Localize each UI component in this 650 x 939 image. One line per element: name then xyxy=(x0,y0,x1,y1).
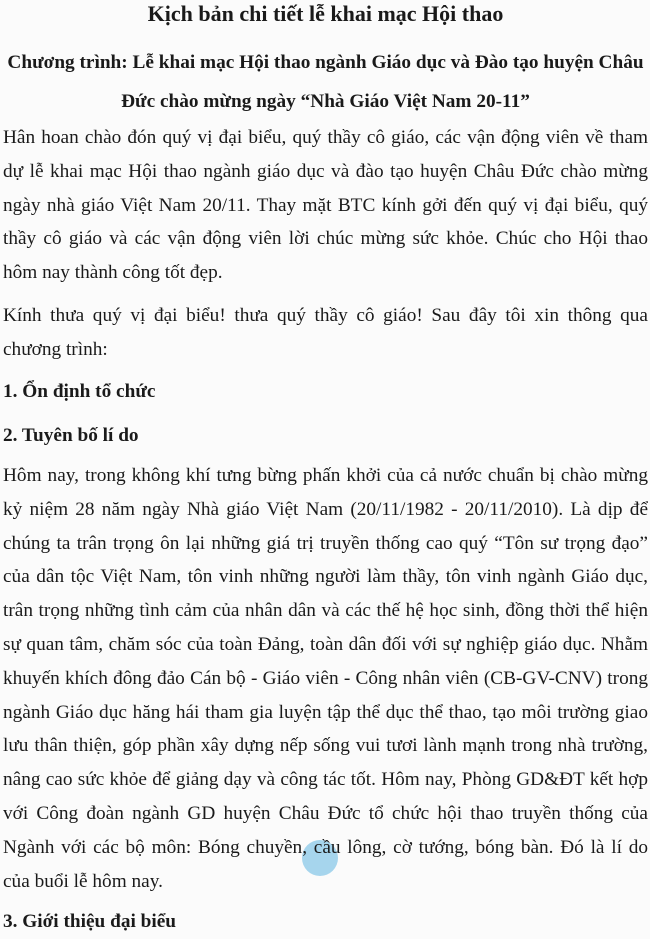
section-heading-2 xyxy=(3,419,648,453)
reason-paragraph xyxy=(3,459,648,898)
paragraph-line: của buổi lễ hôm nay. xyxy=(3,870,163,892)
paragraph-line: lưu thân thiện, góp phần xây dựng nếp sống vui tươi lành mạnh trong nhà trường, xyxy=(3,735,648,757)
paragraph-line: Hân hoan chào đón quý vị đại biểu, quý thầy cô giáo, các vận động viên về tham xyxy=(3,127,648,148)
program-intro-paragraph xyxy=(3,299,648,367)
paragraph-line: Hôm nay, trong không khí tưng bừng phấn khởi của cả nước chuẩn bị chào mừng xyxy=(3,465,648,486)
document-title xyxy=(3,0,648,31)
heading-text: 1. Ổn định tổ chức xyxy=(3,381,156,402)
subtitle-line: Đức chào mừng ngày “Nhà Giáo Việt Nam 20-11” xyxy=(121,91,530,112)
paragraph-line: Ngành với các bộ môn: Bóng chuyền, cầu lông, cờ tướng, bóng bàn. Đó là lí do xyxy=(3,836,648,858)
paragraph-line: nâng cao sức khỏe để giảng dạy và công tác tốt. Hôm nay, Phòng GD&ĐT kết hợp xyxy=(3,769,648,791)
paragraph-line: ngành Giáo dục hăng hái tham gia luyện tập thể dục thể thao, tạo môi trường giao xyxy=(3,701,648,723)
title-text: Kịch bản chi tiết lễ khai mạc Hội thao xyxy=(147,1,504,26)
paragraph-line: Kính thưa quý vị đại biểu! thưa quý thầy cô giáo! Sau đây tôi xin thông qua xyxy=(3,305,648,326)
paragraph-line: kỷ niệm 28 năm ngày Nhà giáo Việt Nam (20/11/1982 - 20/11/2010). Là dịp để xyxy=(3,498,648,520)
section-heading-1 xyxy=(3,375,648,409)
paragraph-line: của dân tộc Việt Nam, tôn vinh những người làm thầy, tôn vinh ngành Giáo dục, xyxy=(3,566,648,588)
paragraph-line: trân trọng những tình cảm của nhân dân và các thế hệ học sinh, đồng thời thể hiện xyxy=(3,600,648,622)
paragraph-line: sự quan tâm, chăm sóc của toàn Đảng, toàn dân đối với sự nghiệp giáo dục. Nhằm xyxy=(3,633,648,655)
heading-text: 2. Tuyên bố lí do xyxy=(3,425,139,446)
paragraph-line: khuyến khích đông đảo Cán bộ - Giáo viên - Công nhân viên (CB-GV-CNV) trong xyxy=(3,667,648,689)
paragraph-line: ngày nhà giáo Việt Nam 20/11. Thay mặt BTC kính gởi đến quý vị đại biểu, quý xyxy=(3,194,648,216)
welcome-paragraph xyxy=(3,121,648,290)
subtitle-line: Chương trình: Lễ khai mạc Hội thao ngành Giáo dục và Đào tạo huyện Châu xyxy=(7,52,644,73)
paragraph-line: dự lễ khai mạc Hội thao ngành giáo dục và đào tạo huyện Châu Đức chào mừng xyxy=(3,160,648,182)
paragraph-line: hôm nay thành công tốt đẹp. xyxy=(3,262,223,284)
program-subtitle xyxy=(3,43,648,121)
paragraph-line: chúng ta trân trọng ôn lại những giá trị truyền thống cao quý “Tôn sư trọng đạo” xyxy=(3,532,648,554)
paragraph-line: với Công đoàn ngành GD huyện Châu Đức tổ chức hội thao truyền thống của xyxy=(3,802,648,824)
paragraph-line: chương trình: xyxy=(3,338,108,360)
paragraph-line: thầy cô giáo và các vận động viên lời chúc mừng sức khỏe. Chúc cho Hội thao xyxy=(3,228,648,250)
heading-text: 3. Giới thiệu đại biểu xyxy=(3,911,176,932)
